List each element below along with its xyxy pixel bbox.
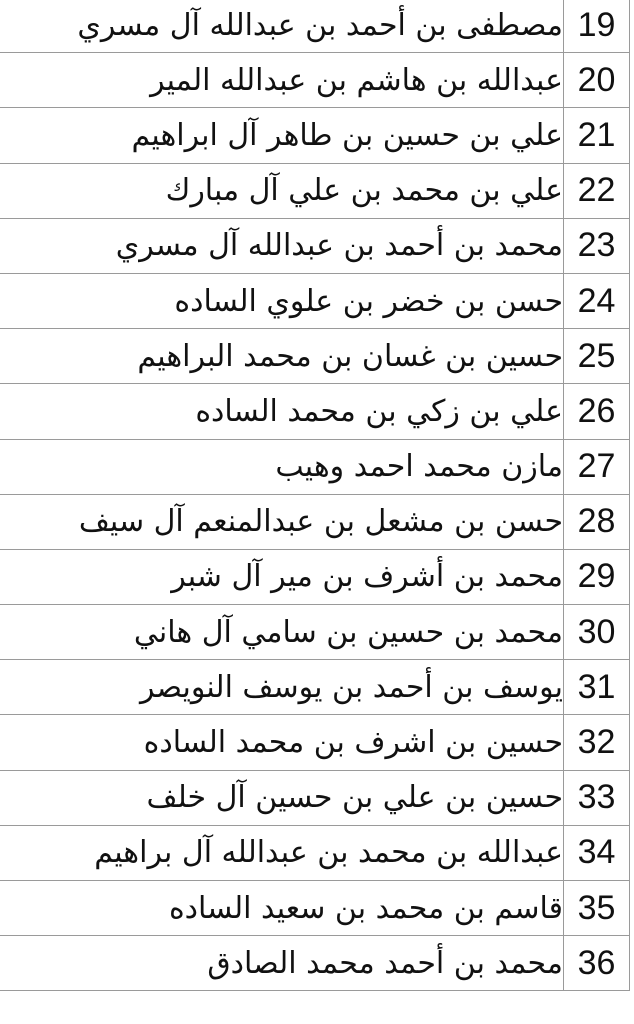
row-name: مصطفى بن أحمد بن عبدالله آل مسري <box>0 0 564 53</box>
row-number: 21 <box>564 108 630 163</box>
table-row <box>0 715 630 770</box>
row-number: 25 <box>564 329 630 384</box>
row-number: 29 <box>564 549 630 604</box>
row-number: 20 <box>564 53 630 108</box>
table-row <box>0 770 630 825</box>
row-number: 19 <box>564 0 630 53</box>
row-name: حسين بن غسان بن محمد البراهيم <box>0 329 564 384</box>
row-number: 30 <box>564 605 630 660</box>
row-number: 35 <box>564 881 630 936</box>
row-name: علي بن زكي بن محمد الساده <box>0 384 564 439</box>
row-name: حسن بن خضر بن علوي الساده <box>0 273 564 328</box>
table-row <box>0 384 630 439</box>
row-number: 33 <box>564 770 630 825</box>
table-row <box>0 273 630 328</box>
row-number: 26 <box>564 384 630 439</box>
table-row <box>0 494 630 549</box>
table-row <box>0 660 630 715</box>
row-name: محمد بن حسين بن سامي آل هاني <box>0 605 564 660</box>
table-row <box>0 825 630 880</box>
row-number: 28 <box>564 494 630 549</box>
row-name: حسن بن مشعل بن عبدالمنعم آل سيف <box>0 494 564 549</box>
row-name: محمد بن أشرف بن مير آل شبر <box>0 549 564 604</box>
row-number: 34 <box>564 825 630 880</box>
row-number: 24 <box>564 273 630 328</box>
table-row <box>0 0 630 53</box>
row-name: محمد بن أحمد محمد الصادق <box>0 936 564 991</box>
table-row <box>0 439 630 494</box>
row-number: 31 <box>564 660 630 715</box>
row-name: حسين بن اشرف بن محمد الساده <box>0 715 564 770</box>
table-row <box>0 53 630 108</box>
row-name: عبدالله بن محمد بن عبدالله آل براهيم <box>0 825 564 880</box>
row-number: 36 <box>564 936 630 991</box>
row-name: يوسف بن أحمد بن يوسف النويصر <box>0 660 564 715</box>
row-name: عبدالله بن هاشم بن عبدالله المير <box>0 53 564 108</box>
row-number: 32 <box>564 715 630 770</box>
row-name: محمد بن أحمد بن عبدالله آل مسري <box>0 218 564 273</box>
row-name: حسين بن علي بن حسين آل خلف <box>0 770 564 825</box>
table-row <box>0 218 630 273</box>
table-row <box>0 549 630 604</box>
table-row <box>0 881 630 936</box>
table-row <box>0 936 630 991</box>
table-row <box>0 329 630 384</box>
row-name: علي بن حسين بن طاهر آل ابراهيم <box>0 108 564 163</box>
row-number: 27 <box>564 439 630 494</box>
table-row <box>0 605 630 660</box>
row-name: قاسم بن محمد بن سعيد الساده <box>0 881 564 936</box>
row-number: 22 <box>564 163 630 218</box>
row-number: 23 <box>564 218 630 273</box>
table-row <box>0 163 630 218</box>
row-name: مازن محمد احمد وهيب <box>0 439 564 494</box>
row-name: علي بن محمد بن علي آل مبارك <box>0 163 564 218</box>
table-row <box>0 108 630 163</box>
